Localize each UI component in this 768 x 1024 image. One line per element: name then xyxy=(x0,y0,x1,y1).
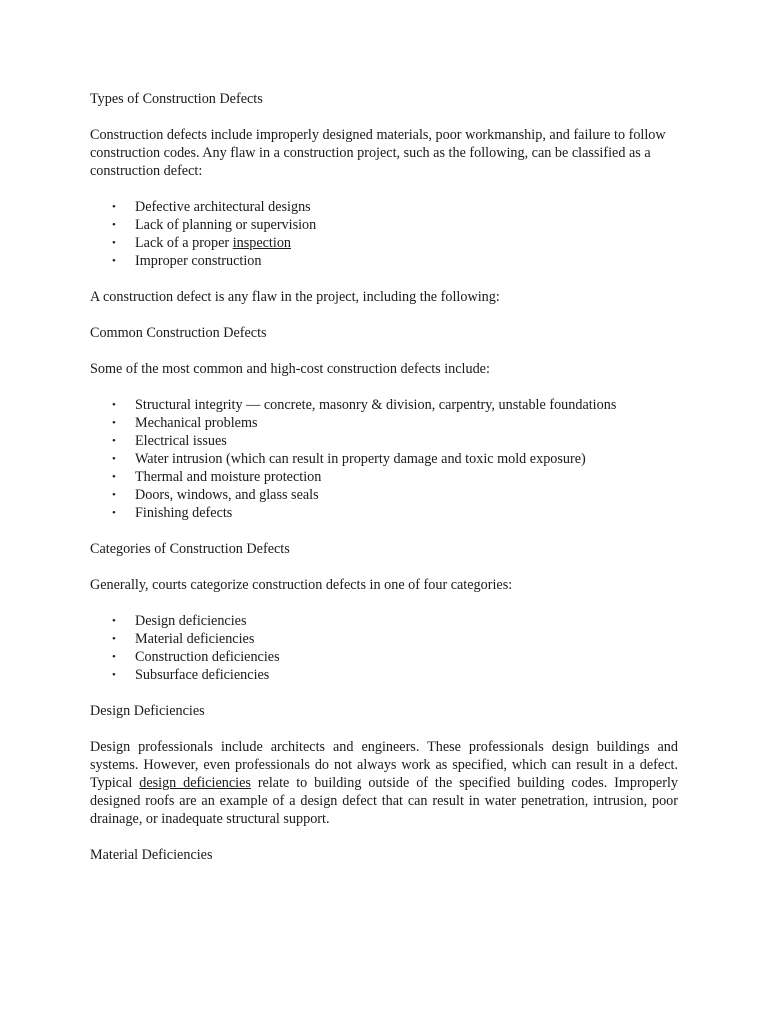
heading-material-deficiencies: Material Deficiencies xyxy=(90,847,213,863)
bullet-icon: • xyxy=(112,669,116,681)
list-item: • Defective architectural designs xyxy=(112,199,311,215)
paragraph-design-deficiencies: Design professionals include architects and engineers. These professionals design buildings and systems. However, even professionals do not always work as specified, which can result in a defect. Typical design deficiencies relate to building outside of the specified building codes. Improperly designed roofs are an example of a design defect that can result in water penetration, intrusion, poor drainage, or inadequate structural support. xyxy=(90,739,678,827)
list-item: • Design deficiencies xyxy=(112,613,247,629)
list-item: • Structural integrity — concrete, masonry & division, carpentry, unstable foundations xyxy=(112,397,617,413)
list-item: • Electrical issues xyxy=(112,433,227,449)
list-item: • Improper construction xyxy=(112,253,262,269)
list-item: • Thermal and moisture protection xyxy=(112,469,322,485)
list-item: • Subsurface deficiencies xyxy=(112,667,270,683)
bullet-icon: • xyxy=(112,399,116,411)
paragraph-categories-intro: Generally, courts categorize construction defects in one of four categories: xyxy=(90,577,513,593)
bullet-icon: • xyxy=(112,453,116,465)
paragraph-intro: Construction defects include improperly designed materials, poor workmanship, and failure to follow construction codes. Any flaw in a construction project, such as the following, can be classified as a construction defect: xyxy=(90,127,666,179)
bullet-icon: • xyxy=(112,489,116,501)
bullet-icon: • xyxy=(112,255,116,267)
heading-design-deficiencies: Design Deficiencies xyxy=(90,703,205,719)
list-item: • Construction deficiencies xyxy=(112,649,280,665)
list-item: • Material deficiencies xyxy=(112,631,255,647)
bullet-icon: • xyxy=(112,651,116,663)
bullet-icon: • xyxy=(112,633,116,645)
bullet-icon: • xyxy=(112,219,116,231)
bullet-icon: • xyxy=(112,615,116,627)
heading-common-construction-defects: Common Construction Defects xyxy=(90,325,267,341)
list-item: • Water intrusion (which can result in property damage and toxic mold exposure) xyxy=(112,451,586,467)
list-defect-categories xyxy=(90,612,678,684)
heading-categories-of-construction-defects: Categories of Construction Defects xyxy=(90,541,290,557)
bullet-icon: • xyxy=(112,471,116,483)
list-common-defects xyxy=(90,396,678,522)
list-defect-examples xyxy=(90,198,678,270)
heading-types-of-construction-defects: Types of Construction Defects xyxy=(90,91,263,107)
list-item: • Finishing defects xyxy=(112,505,233,521)
design-deficiencies-link[interactable]: design deficiencies xyxy=(139,775,251,791)
bullet-icon: • xyxy=(112,237,116,249)
bullet-icon: • xyxy=(112,507,116,519)
paragraph-common-defects-intro: Some of the most common and high-cost construction defects include: xyxy=(90,361,490,377)
bullet-icon: • xyxy=(112,417,116,429)
list-item: • Lack of planning or supervision xyxy=(112,217,317,233)
paragraph-defect-flaw: A construction defect is any flaw in the project, including the following: xyxy=(90,289,500,305)
list-item: • Mechanical problems xyxy=(112,415,258,431)
list-item: • Lack of a proper inspection xyxy=(112,235,292,251)
bullet-icon: • xyxy=(112,435,116,447)
list-item: • Doors, windows, and glass seals xyxy=(112,487,319,503)
inspection-link[interactable]: inspection xyxy=(232,235,292,251)
bullet-icon: • xyxy=(112,201,116,213)
